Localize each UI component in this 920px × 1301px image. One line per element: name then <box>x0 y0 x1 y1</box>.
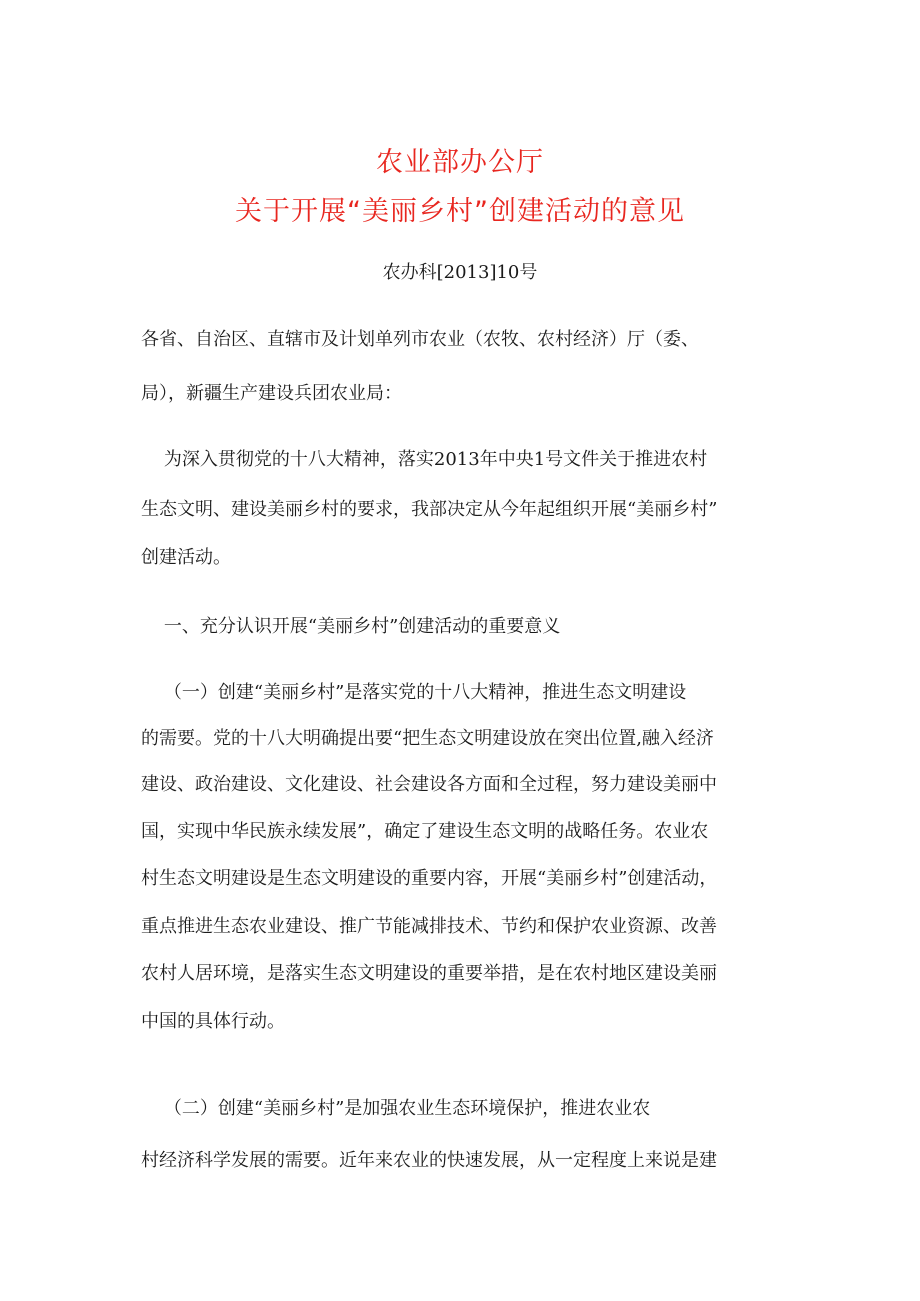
document-title-issuer: 农业部办公厅 <box>376 147 544 178</box>
paragraph-1 <box>141 684 786 1033</box>
paragraph-line: 国，实现中华民族永续发展”，确定了建设生态文明的战略任务。农业农 <box>141 821 709 842</box>
paragraph-line: （二）创建“美丽乡村”是加强农业生态环境保护，推进农业农 <box>141 1098 651 1119</box>
document-number: 农办科[2013]10号 <box>382 262 538 283</box>
paragraph-line: 村经济科学发展的需要。近年来农业的快速发展，从一定程度上来说是建 <box>141 1150 717 1171</box>
paragraph-line: 建设、政治建设、文化建设、社会建设各方面和全过程，努力建设美丽中 <box>141 774 717 795</box>
section-heading-1: 一、充分认识开展“美丽乡村”创建活动的重要意义 <box>141 616 561 637</box>
intro-line: 生态文明、建设美丽乡村的要求，我部决定从今年起组织开展“美丽乡村” <box>141 499 718 520</box>
intro-paragraph <box>141 451 786 569</box>
paragraph-2 <box>141 1100 786 1172</box>
paragraph-line: 中国的具体行动。 <box>141 1011 285 1032</box>
paragraph-line: （一）创建“美丽乡村”是落实党的十八大精神，推进生态文明建设 <box>141 682 687 703</box>
paragraph-line: 的需要。党的十八大明确提出要“把生态文明建设放在突出位置,融入经济 <box>141 728 714 749</box>
intro-line: 创建活动。 <box>141 547 231 568</box>
paragraph-line: 农村人居环境，是落实生态文明建设的重要举措，是在农村地区建设美丽 <box>141 963 717 984</box>
addressee-line: 各省、自治区、直辖市及计划单列市农业（农牧、农村经济）厅（委、 <box>141 329 699 350</box>
document-title-subject: 关于开展“美丽乡村”创建活动的意见 <box>235 196 685 227</box>
addressee-line: 局），新疆生产建设兵团农业局： <box>141 383 402 404</box>
paragraph-line: 重点推进生态农业建设、推广节能减排技术、节约和保护农业资源、改善 <box>141 916 717 937</box>
addressee-paragraph <box>141 331 786 405</box>
intro-line: 为深入贯彻党的十八大精神，落实2013年中央1号文件关于推进农村 <box>141 449 708 470</box>
paragraph-line: 村生态文明建设是生态文明建设的重要内容，开展“美丽乡村”创建活动， <box>141 868 718 889</box>
